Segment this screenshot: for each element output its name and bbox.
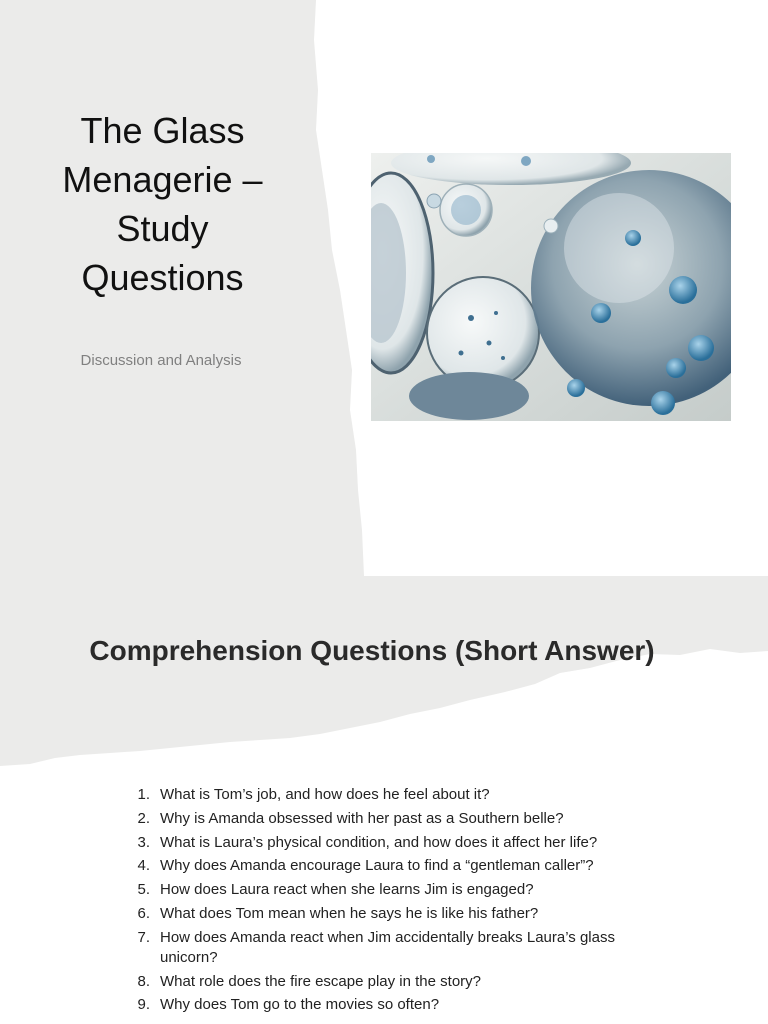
question-number: 5. — [137, 881, 150, 899]
question-text: How does Laura react when she learns Jim is engaged? — [160, 881, 534, 899]
question-text: Why does Tom go to the movies so often? — [160, 996, 440, 1014]
glass-marbles-photo — [371, 153, 731, 421]
question-text: What does Tom mean when he says he is like his father? — [160, 904, 539, 922]
slide-title: The Glass Menagerie – Study Questions — [62, 110, 263, 298]
question-text: How does Amanda react when Jim accidentally breaks Laura’s glass unicorn? — [160, 928, 615, 966]
section-heading: Comprehension Questions (Short Answer) — [89, 635, 655, 666]
list-item — [120, 785, 640, 805]
question-number: 2. — [137, 809, 150, 827]
question-number: 4. — [137, 857, 150, 875]
list-item — [120, 856, 640, 876]
question-text: What is Tom’s job, and how does he feel about it? — [160, 786, 490, 803]
list-item — [120, 833, 640, 853]
list-item — [120, 972, 640, 992]
question-number: 8. — [137, 972, 150, 990]
question-text: What is Laura’s physical condition, and how does it affect her life? — [160, 833, 598, 851]
list-item — [120, 928, 640, 968]
question-number: 9. — [137, 996, 150, 1014]
question-text: Why is Amanda obsessed with her past as a Southern belle? — [160, 809, 564, 827]
question-text: Why does Amanda encourage Laura to find a “gentleman caller”? — [160, 857, 594, 875]
section-heading-paper — [0, 576, 768, 766]
list-item — [120, 995, 640, 1015]
slide-subtitle: Discussion and Analysis — [80, 352, 242, 369]
question-list — [120, 785, 640, 1019]
list-item — [120, 809, 640, 829]
question-number: 3. — [137, 833, 150, 851]
question-number: 1. — [137, 786, 150, 803]
list-item — [120, 880, 640, 900]
question-text: What role does the fire escape play in the story? — [160, 972, 482, 990]
list-item — [120, 904, 640, 924]
question-number: 6. — [137, 904, 150, 922]
question-number: 7. — [137, 928, 150, 946]
